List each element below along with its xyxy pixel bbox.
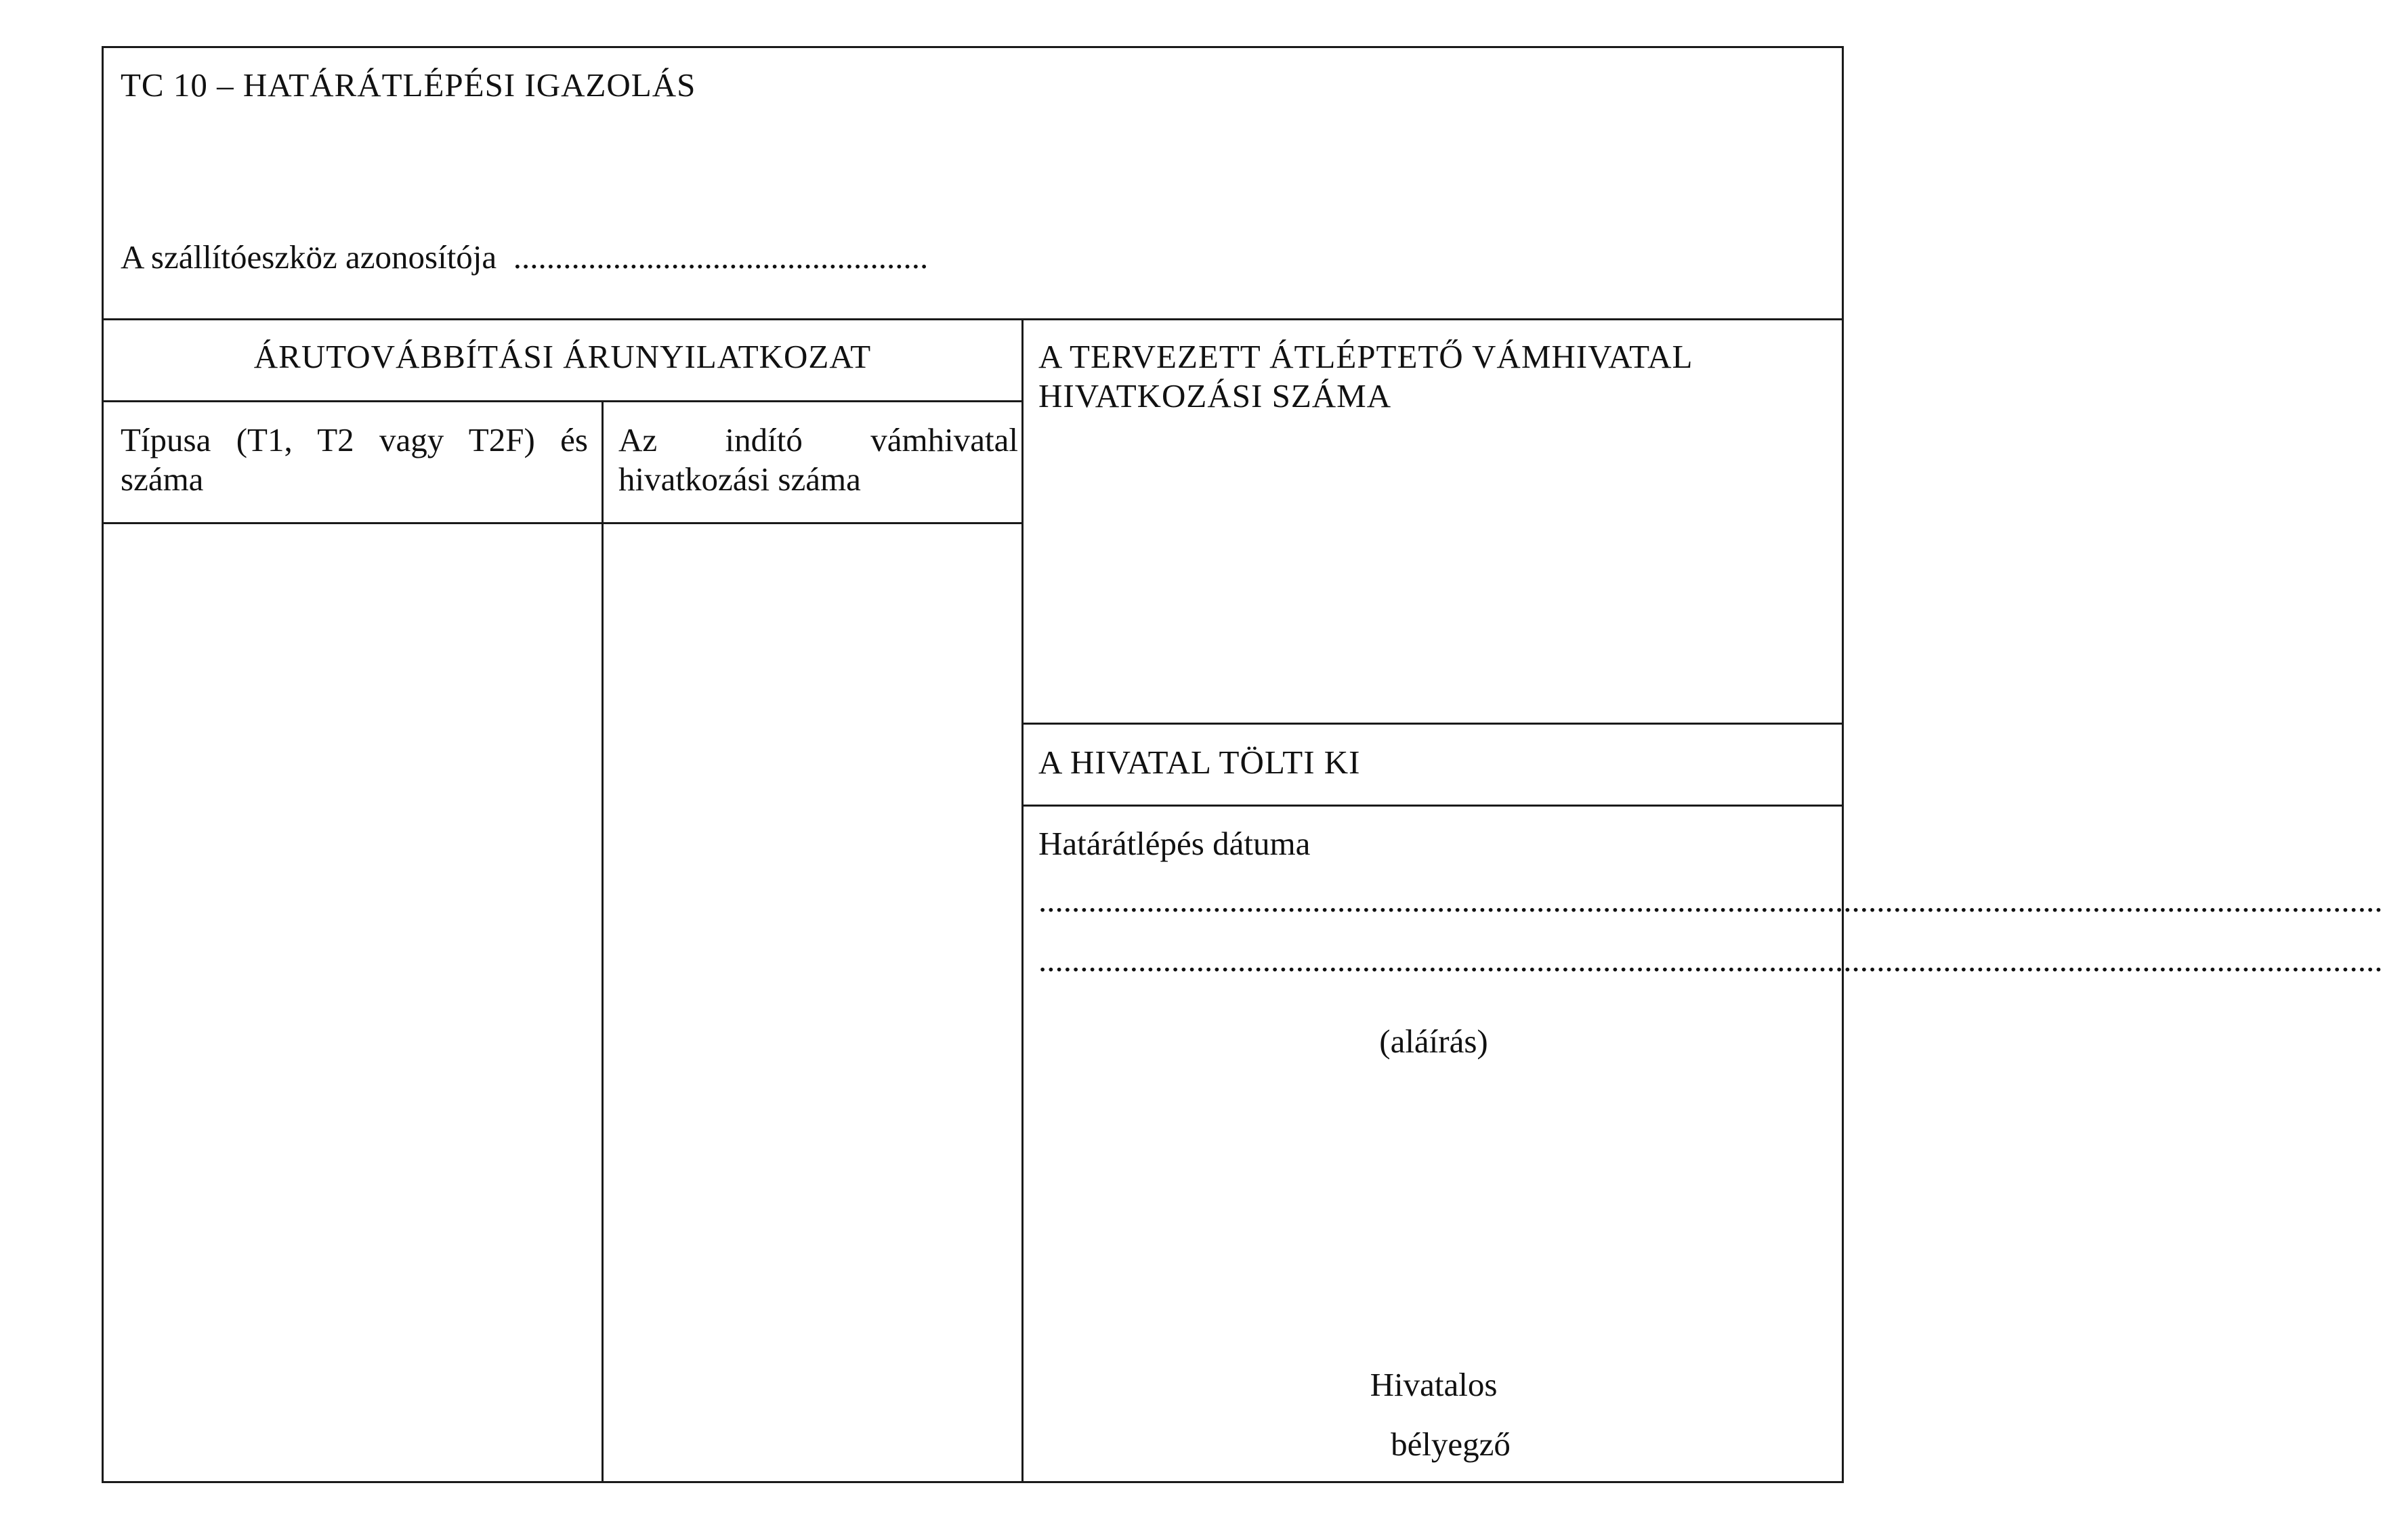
divider-transit-subheader	[104, 522, 1021, 524]
tc10-form	[102, 46, 2383, 1483]
divider-fill-header	[1021, 805, 1844, 807]
divider-office-section	[1021, 723, 1844, 725]
divider-main-vertical	[1021, 318, 1024, 1481]
departure-office-column-header: Az indító vámhivatal hivatkozási száma	[618, 421, 1018, 498]
office-of-transit-header: A TERVEZETT ÁTLÉPTETŐ VÁMHIVATAL HIVATKOZÁSI SZÁMA	[1038, 338, 1692, 414]
office-use-header: A HIVATAL TÖLTI KI	[1038, 744, 1361, 781]
divider-header	[104, 318, 1842, 320]
official-stamp-label-line1: Hivatalos	[1370, 1366, 1498, 1403]
crossing-date-field[interactable]: ..................................................................................................................................................................	[1038, 882, 2383, 919]
crossing-date-label: Határátlépés dátuma	[1038, 825, 1311, 862]
type-number-column-header: Típusa (T1, T2 vagy T2F) és száma	[121, 421, 588, 498]
vehicle-id-label: A szállítóeszköz azonosítója	[121, 238, 497, 276]
vehicle-id-row[interactable]	[121, 238, 928, 277]
official-stamp-label-line2: bélyegző	[1391, 1426, 1511, 1463]
divider-transit-columns	[602, 400, 604, 1481]
form-title: TC 10 – HATÁRÁTLÉPÉSI IGAZOLÁS	[121, 66, 696, 104]
transit-declaration-header: ÁRUTOVÁBBÍTÁSI ÁRUNYILATKOZAT	[253, 338, 872, 375]
signature-field[interactable]: ..................................................................................................................................................................	[1038, 941, 2383, 979]
divider-transit-header	[104, 400, 1021, 402]
signature-label: (aláírás)	[1379, 1023, 1488, 1060]
vehicle-id-field[interactable]: ..................................................	[513, 238, 929, 276]
